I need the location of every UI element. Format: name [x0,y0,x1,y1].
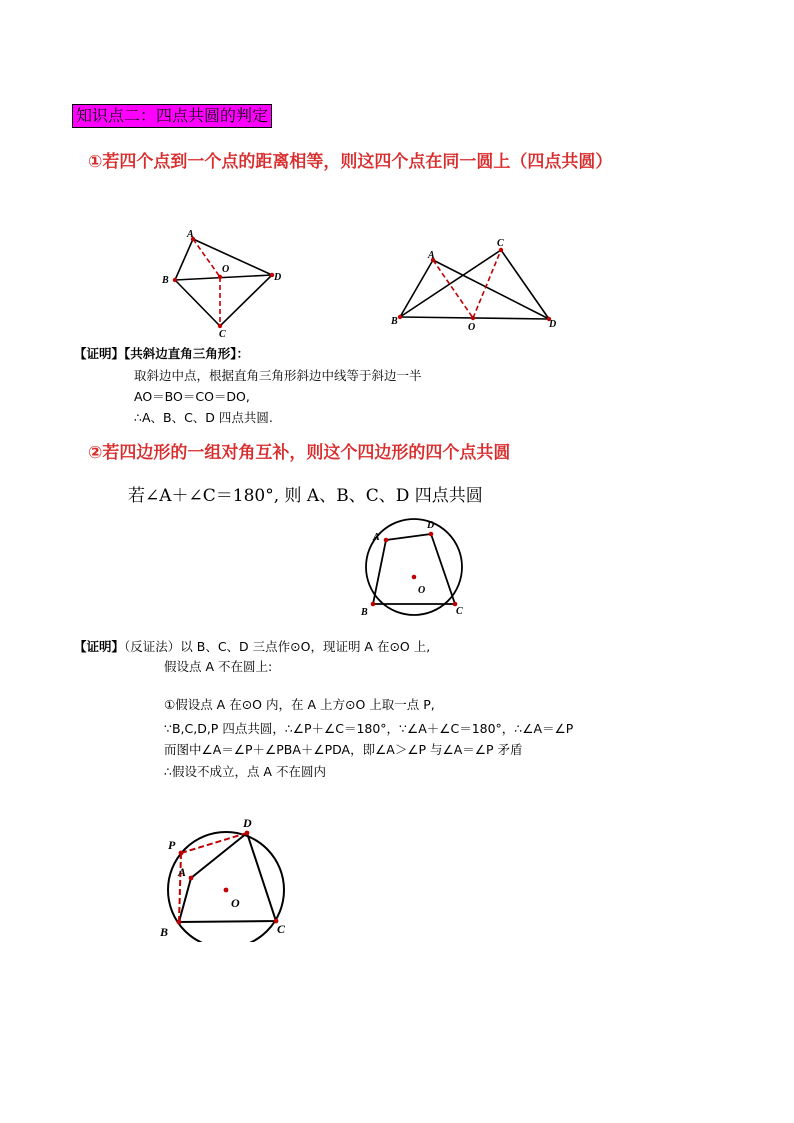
section-title: 知识点二：四点共圆的判定 [72,104,272,128]
case-line-2: ∵B,C,D,P 四点共圆，∴∠P＋∠C＝180°，∵∠A＋∠C＝180°，∴∠A＝∠P [164,721,574,736]
fig3-label-o: O [418,585,426,596]
figure-3 [355,515,475,620]
proof1-method: 【共斜边直角三角形】： [124,346,250,361]
fig2-label-b: B [391,316,398,327]
fig2-dash-ao [433,260,473,318]
fig3-label-d: D [427,520,435,531]
fig3-label-a: A [373,532,380,543]
fig2-ba [400,260,433,317]
fig4-dash-pb [179,853,181,922]
rule1-heading: ①若四个点到一个点的距离相等，则这四个点在同一圆上（四点共圆） [88,152,613,172]
proof1-line-2: AO＝BO＝CO＝DO, [134,389,250,404]
fig3-label-b: B [361,607,368,618]
rule2-heading: ②若四边形的一组对角互补，则这个四边形的四个点共圆 [88,443,511,463]
fig4-label-o: O [231,896,240,910]
fig1-quadrilateral [175,239,272,326]
fig1-label-o: O [222,264,230,275]
fig1-label-a: A [187,229,194,240]
fig4-circle [168,832,284,942]
proof1-line-3: ∴A、B、C、D 四点共圆. [134,410,273,425]
fig4-label-d: D [243,816,252,830]
proof2-assume: 假设点 A 不在圆上: [164,659,273,674]
case-line-3: 而图中∠A＝∠P＋∠PBA＋∠PDA，即∠A＞∠P 与∠A＝∠P 矛盾 [164,742,523,757]
fig2-label-a: A [428,250,435,261]
fig2-label-d: D [549,319,557,330]
fig1-label-c: C [219,329,226,340]
fig2-bc [400,250,501,317]
fig4-label-b: B [160,925,169,939]
proof1-label: 【证明】 [74,346,125,361]
fig3-label-c: C [456,606,463,617]
fig4-label-c: C [277,922,286,936]
proof1-line-1: 取斜边中点，根据直角三角形斜边中线等于斜边一半 [134,368,422,383]
fig1-label-b: B [162,275,169,286]
proof2-header [74,637,430,657]
proof1-header [74,344,249,364]
fig3-quadrilateral [373,534,455,604]
figure-2 [385,232,565,337]
proof2-intro: （反证法）以 B、C、D 三点作⊙O，现证明 A 在⊙O 上, [124,639,431,654]
fig2-ad [433,260,549,319]
fig4-label-p: P [168,838,176,852]
fig2-cd [501,250,549,319]
rule2-condition: 若∠A＋∠C＝180°, 则 A、B、C、D 四点共圆 [128,486,483,506]
figure-4 [155,812,300,942]
case-line-1: ①假设点 A 在⊙O 内，在 A 上方⊙O 上取一点 P, [164,697,435,712]
fig1-diagonal-bd [175,275,272,280]
case-line-4: ∴假设不成立，点 A 不在圆内 [164,764,326,779]
figure-1 [155,225,295,340]
fig4-quadrilateral [179,833,276,922]
fig2-label-o: O [468,322,476,333]
proof2-label: 【证明】 [74,639,125,654]
fig4-label-a: A [178,865,187,879]
fig2-label-c: C [497,238,504,249]
fig1-label-d: D [274,272,282,283]
